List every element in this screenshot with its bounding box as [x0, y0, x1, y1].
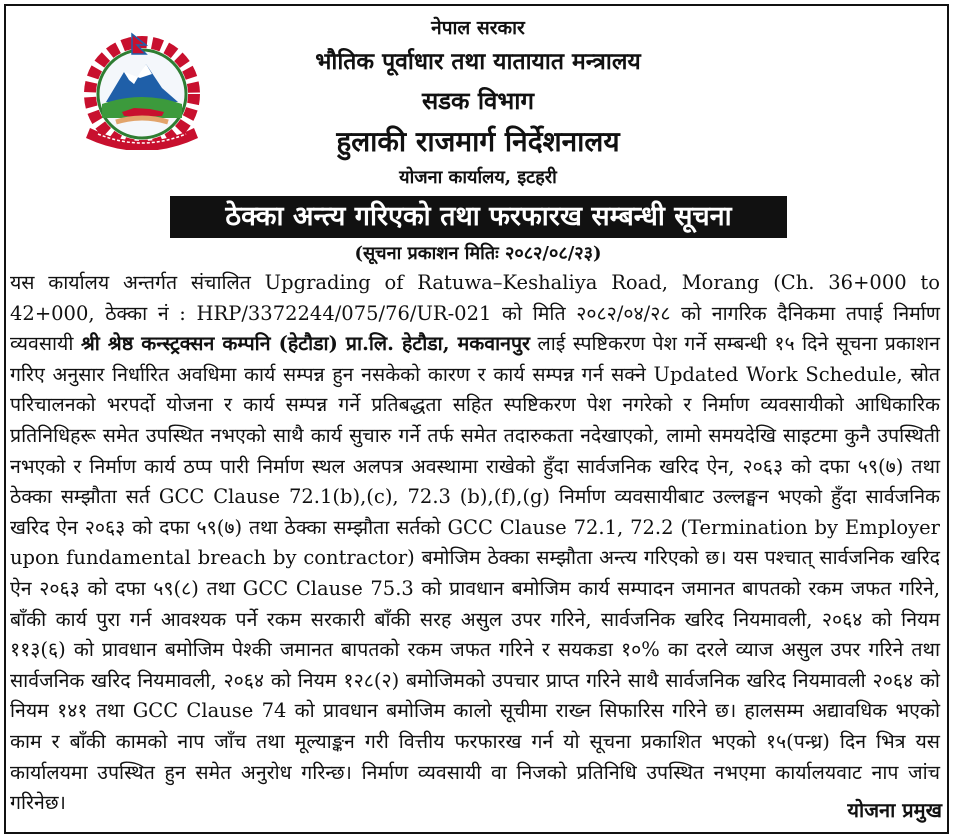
notice-body-part2: लाई स्पष्टिकरण पेश गर्ने सम्बन्धी १५ दिने सूचना प्रकाशन गरिए अनुसार निर्धारित अवधिमा कार्य सम्पन्न हुन नसकेको कारण र कार्य सम्पन्न गर्न सक्ने Updated Work Schedule, स्रोत परिचालनको भरपर्दो योजना र कार्य सम्पन्न गर्ने प्रतिबद्धता सहित स्पष्टिकरण पेश नगरेको र निर्माण व्यवसायीको आधिकारिक प्रतिनिधिहरू समेत उपस्थित नभएको साथै कार्य सुचारु गर्ने तर्फ समेत तदारुकता नदेखाएको, लामो समयदेखि साइटमा कुनै उपस्थिती नभएको र निर्माण कार्य ठप्प पारी निर्माण स्थल अलपत्र अवस्थामा राखेको हुँदा सार्वजनिक खरिद ऐन, २०६३ को दफा ५९(७) तथा ठेक्का सम्झौता सर्त GCC Clause 72.1(b),(c), 72.3 (b),(f),(g) निर्माण व्यवसायीबाट उल्लङ्घन भएको हुँदा सार्वजनिक खरिद ऐन २०६३ को दफा ५९(७) तथा ठेक्का सम्झौता सर्तको GCC Clause 72.1, 72.2 (Termination by Employer upon fundamental breach by contractor) बमोजिम ठेक्का सम्झौता अन्त्य गरिएको छ। यस पश्चात् सार्वजनिक खरिद ऐन २०६३ को दफा ५९(८) तथा GCC Clause 75.3 को प्रावधान बमोजिम कार्य सम्पादन जमानत बापतको रकम जफत गरिने, बाँकी कार्य पुरा गर्न आवश्यक पर्ने रकम सरकारी बाँकी सरह असुल उपर गरिने, सार्वजनिक खरिद नियमावली, २०६४ को नियम ११३(६) को प्रावधान बमोजिम पेश्की जमानत बापतको रकम जफत गरिने र सयकडा १०% का दरले व्याज असुल उपर गरिने तथा सार्वजनिक खरिद नियमावली, २०६४ को नियम १२८(२) बमोजिमको उपचार प्राप्त गरिने साथै सार्वजनिक खरिद नियमावली २०६४ को नियम १४१ तथा GCC Clause 74 को प्रावधान बमोजिम कालो सूचीमा राख्न सिफारिस गरिने छ। हालसम्म अद्यावधिक भएको काम र बाँकी कामको नाप जाँच तथा मूल्याङ्कन गरी वित्तीय फरफारख गर्न यो सूचना प्रकाशित भएको १५(पन्ध्र) दिन भित्र यस कार्यालयमा उपस्थित हुन समेत अनुरोध गरिन्छ। निर्माण व्यवसायी वा निजको प्रतिनिधि उपस्थित नभएमा कार्यालयवाट नाप जांच गरिनेछ। [10, 332, 940, 815]
notice-body-part1: यस कार्यालय अन्तर्गत संचालित Upgrading of Ratuwa–Keshaliya Road, Morang (Ch. 36+000 to 42+000, ठेक्का नं : HRP/3372244/075/76/UR-021 को मिति २०८२/०४/२८ को नागरिक दैनिकमा तपाई निर्माण व्यवसायी [10, 271, 940, 356]
notice-body [10, 268, 940, 819]
ministry-name: भौतिक पूर्वाधार तथा यातायात मन्त्रालय [315, 48, 641, 75]
office-name: योजना कार्यालय, इटहरी [399, 167, 557, 188]
publication-date: (सूचना प्रकाशन मितिः २०८२/०८/२३) [354, 243, 602, 264]
directorate-name: हुलाकी राजमार्ग निर्देशनालय [336, 125, 620, 158]
signatory-title: योजना प्रमुख [847, 798, 942, 822]
contractor-name: श्री श्रेष्ठ कन्स्ट्रक्सन कम्पनि (हेटौडा) प्रा.लि. हेटौडा, मकवानपुर [80, 332, 531, 356]
notice-title: ठेक्का अन्त्य गरिएको तथा फरफारख सम्बन्धी सूचना [170, 196, 787, 238]
government-name: नेपाल सरकार [431, 17, 525, 39]
department-name: सडक विभाग [421, 86, 534, 115]
